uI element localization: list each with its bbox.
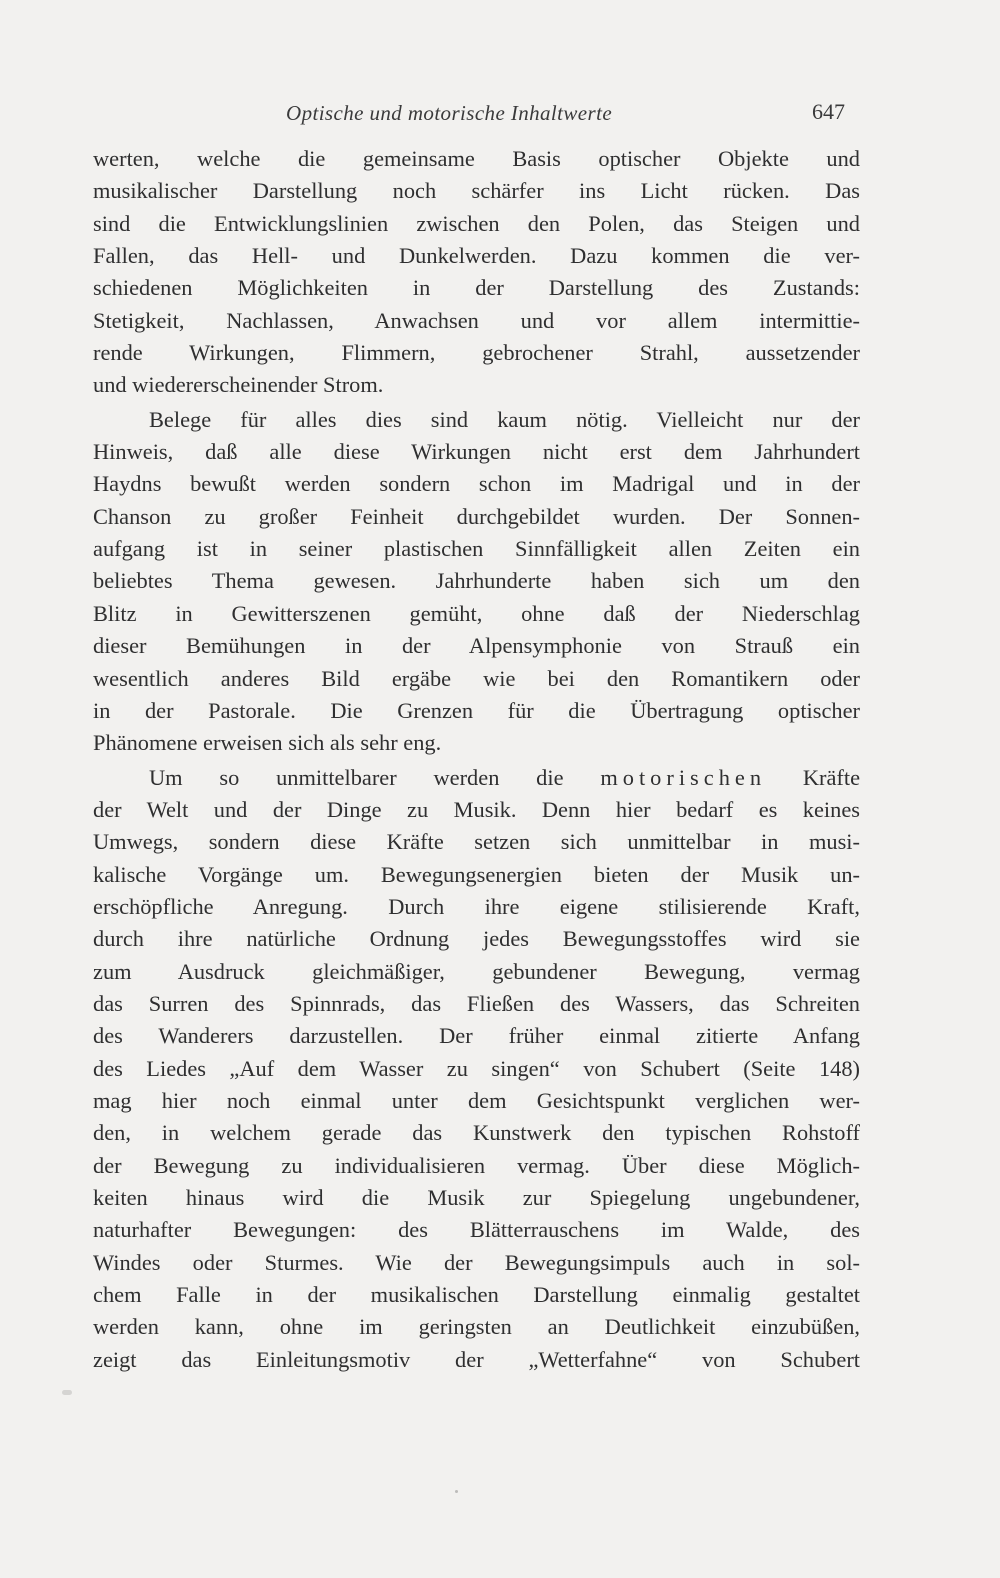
text-line: beliebtes Thema gewesen. Jahrhunderte haben sich um den [93, 568, 860, 594]
text-line: musikalischer Darstellung noch schärfer ins Licht rücken. Das [93, 178, 860, 204]
text-line: chem Falle in der musikalischen Darstellung einmalig gestaltet [93, 1282, 860, 1308]
text-line: wesentlich anderes Bild ergäbe wie bei den Romantikern oder [93, 665, 860, 691]
text-line: in der Pastorale. Die Grenzen für die Übertragung optischer [93, 697, 860, 723]
text-line: der Bewegung zu individualisieren vermag. Über diese Möglich- [93, 1152, 860, 1178]
text-line: der Welt und der Dinge zu Musik. Denn hier bedarf es keines [93, 796, 860, 822]
text-line: durch ihre natürliche Ordnung jedes Bewegungsstoffes wird sie [93, 926, 860, 952]
text-line: Hinweis, daß alle diese Wirkungen nicht erst dem Jahrhundert [93, 439, 860, 465]
text-line: aufgang ist in seiner plastischen Sinnfälligkeit allen Zeiten ein [93, 536, 860, 562]
paragraph-3 [93, 762, 860, 1377]
emphasized-word: motorischen [600, 764, 767, 790]
body-text [93, 143, 860, 1376]
text-line: erschöpfliche Anregung. Durch ihre eigene stilisierende Kraft, [93, 893, 860, 919]
text-line: Haydns bewußt werden sondern schon im Madrigal und in der [93, 471, 860, 497]
paragraph-1 [93, 143, 860, 402]
text-line: schiedenen Möglichkeiten in der Darstellung des Zustands: [93, 275, 860, 301]
text-line: das Surren des Spinnrads, das Fließen des Wassers, das Schreiten [93, 990, 860, 1016]
text-line: Windes oder Sturmes. Wie der Bewegungsimpuls auch in sol- [93, 1249, 860, 1275]
text-line: Stetigkeit, Nachlassen, Anwachsen und vor allem intermittie- [93, 307, 860, 333]
line-text-prefix: Um so unmittelbarer werden die [149, 764, 601, 790]
line-text-suffix: Kräfte [766, 764, 860, 790]
text-line: des Wanderers darzustellen. Der früher einmal zitierte Anfang [93, 1023, 860, 1049]
text-line: zum Ausdruck gleichmäßiger, gebundener Bewegung, vermag [93, 958, 860, 984]
scan-speck [455, 1490, 458, 1493]
text-line: Fallen, das Hell- und Dunkelwerden. Dazu kommen die ver- [93, 243, 860, 269]
text-line: rende Wirkungen, Flimmern, gebrochener Strahl, aussetzender [93, 340, 860, 366]
text-line: naturhafter Bewegungen: des Blätterrauschens im Walde, des [93, 1217, 860, 1243]
text-line: des Liedes „Auf dem Wasser zu singen“ von Schubert (Seite 148) [93, 1055, 860, 1081]
text-line: Umwegs, sondern diese Kräfte setzen sich unmittelbar in musi- [93, 829, 860, 855]
running-header-title: Optische und motorische Inhaltwerte [286, 101, 613, 125]
paragraph-2 [93, 404, 860, 760]
text-line: werten, welche die gemeinsame Basis optischer Objekte und [93, 146, 860, 171]
text-line: Belege für alles dies sind kaum nötig. Vielleicht nur der [149, 406, 860, 432]
text-line: mag hier noch einmal unter dem Gesichtspunkt verglichen wer- [93, 1087, 860, 1113]
text-line: Chanson zu großer Feinheit durchgebildet wurden. Der Sonnen- [93, 503, 860, 529]
scan-speck [62, 1390, 72, 1395]
text-line [93, 762, 860, 794]
text-line: dieser Bemühungen in der Alpensymphonie von Strauß ein [93, 633, 860, 659]
text-line: Phänomene erweisen sich als sehr eng. [93, 730, 442, 756]
text-line: zeigt das Einleitungsmotiv der „Wetterfahne“ von Schubert [93, 1346, 860, 1372]
text-line: und wiedererscheinender Strom. [93, 372, 384, 398]
text-line: sind die Entwicklungslinien zwischen den Polen, das Steigen und [93, 210, 860, 236]
text-line: den, in welchem gerade das Kunstwerk den typischen Rohstoff [93, 1120, 860, 1146]
page-number: 647 [812, 99, 845, 124]
text-line: werden kann, ohne im geringsten an Deutlichkeit einzubüßen, [93, 1314, 860, 1340]
text-line: keiten hinaus wird die Musik zur Spiegelung ungebundener, [93, 1185, 860, 1210]
text-line: Blitz in Gewitterszenen gemüht, ohne daß der Niederschlag [93, 600, 860, 626]
text-line: kalische Vorgänge um. Bewegungsenergien bieten der Musik un- [93, 861, 860, 887]
